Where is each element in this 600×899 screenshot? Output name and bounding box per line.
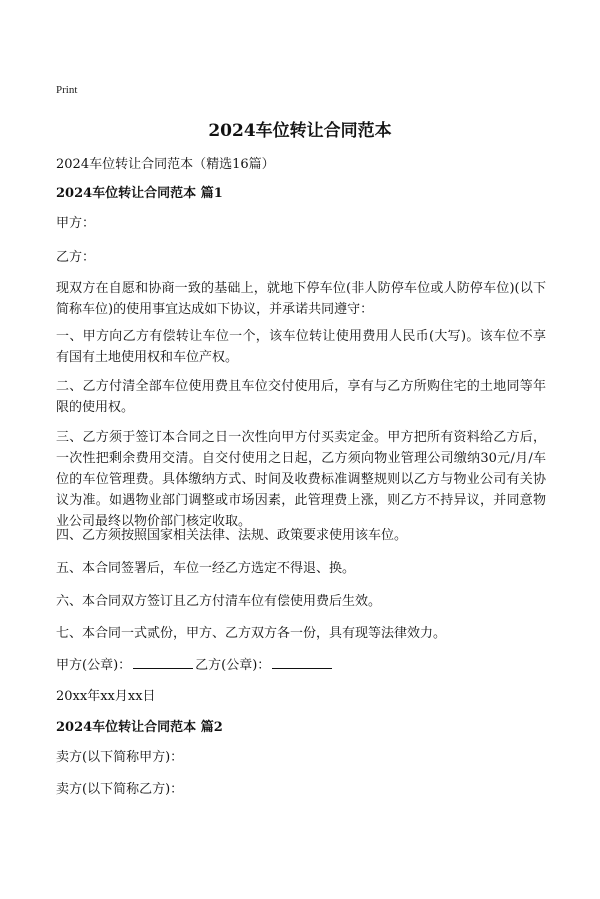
sign-b-blank	[272, 655, 332, 669]
clause-3: 三、乙方须于签订本合同之日一次性向甲方付买卖定金。甲方把所有资料给乙方后，一次性把剩余费用交清。自交付使用之日起，乙方须向物业管理公司缴纳30元/月/车位的车位管理费。具体缴纳方式、时间及收费标准调整规则以乙方与物业公司有关协议为准。如遇物业部门调整或市场因素，此管理费上涨，则乙方不持异议，并同意物业公司最终以物价部门核定收取。	[56, 430, 546, 529]
sign-a-label: 甲方(公章)：	[56, 658, 132, 673]
sign-b-label: 乙方(公章)：	[195, 658, 271, 673]
party-b-line: 乙方：	[56, 250, 96, 265]
section2-heading: 2024车位转让合同范本 篇2	[56, 720, 223, 735]
clause-7: 七、本合同一式贰份，甲方、乙方双方各一份，具有现等法律效力。	[56, 626, 447, 641]
document-subtitle: 2024车位转让合同范本（精选16篇）	[56, 157, 275, 172]
seller-line: 卖方(以下简称甲方)：	[56, 750, 184, 765]
clause-6: 六、本合同双方签订且乙方付清车位有偿使用费后生效。	[56, 594, 382, 609]
buyer-line: 卖方(以下简称乙方)：	[56, 782, 184, 797]
clause-1: 一、甲方向乙方有偿转让车位一个，该车位转让使用费用人民币(大写)。该车位不享有国有土地使用权和车位产权。	[56, 329, 546, 365]
clause-5: 五、本合同签署后，车位一经乙方选定不得退、换。	[56, 561, 356, 576]
party-a-line: 甲方：	[56, 216, 96, 231]
clause-2: 二、乙方付清全部车位使用费且车位交付使用后，享有与乙方所购住宅的土地同等年限的使用权。	[56, 379, 546, 415]
print-link[interactable]: Print	[56, 84, 78, 96]
sign-a-blank	[133, 655, 193, 669]
document-title: 2024车位转让合同范本	[208, 121, 392, 141]
intro-paragraph: 现双方在自愿和协商一致的基础上，就地下停车位(非人防停车位或人防停车位)(以下简称车位)的使用事宜达成如下协议，并承诺共同遵守：	[56, 281, 546, 317]
clause-4: 四、乙方须按照国家相关法律、法规、政策要求使用该车位。	[56, 528, 408, 543]
date-line: 20xx年xx月xx日	[56, 689, 156, 704]
signature-line	[56, 655, 546, 676]
section1-heading: 2024车位转让合同范本 篇1	[56, 186, 223, 201]
